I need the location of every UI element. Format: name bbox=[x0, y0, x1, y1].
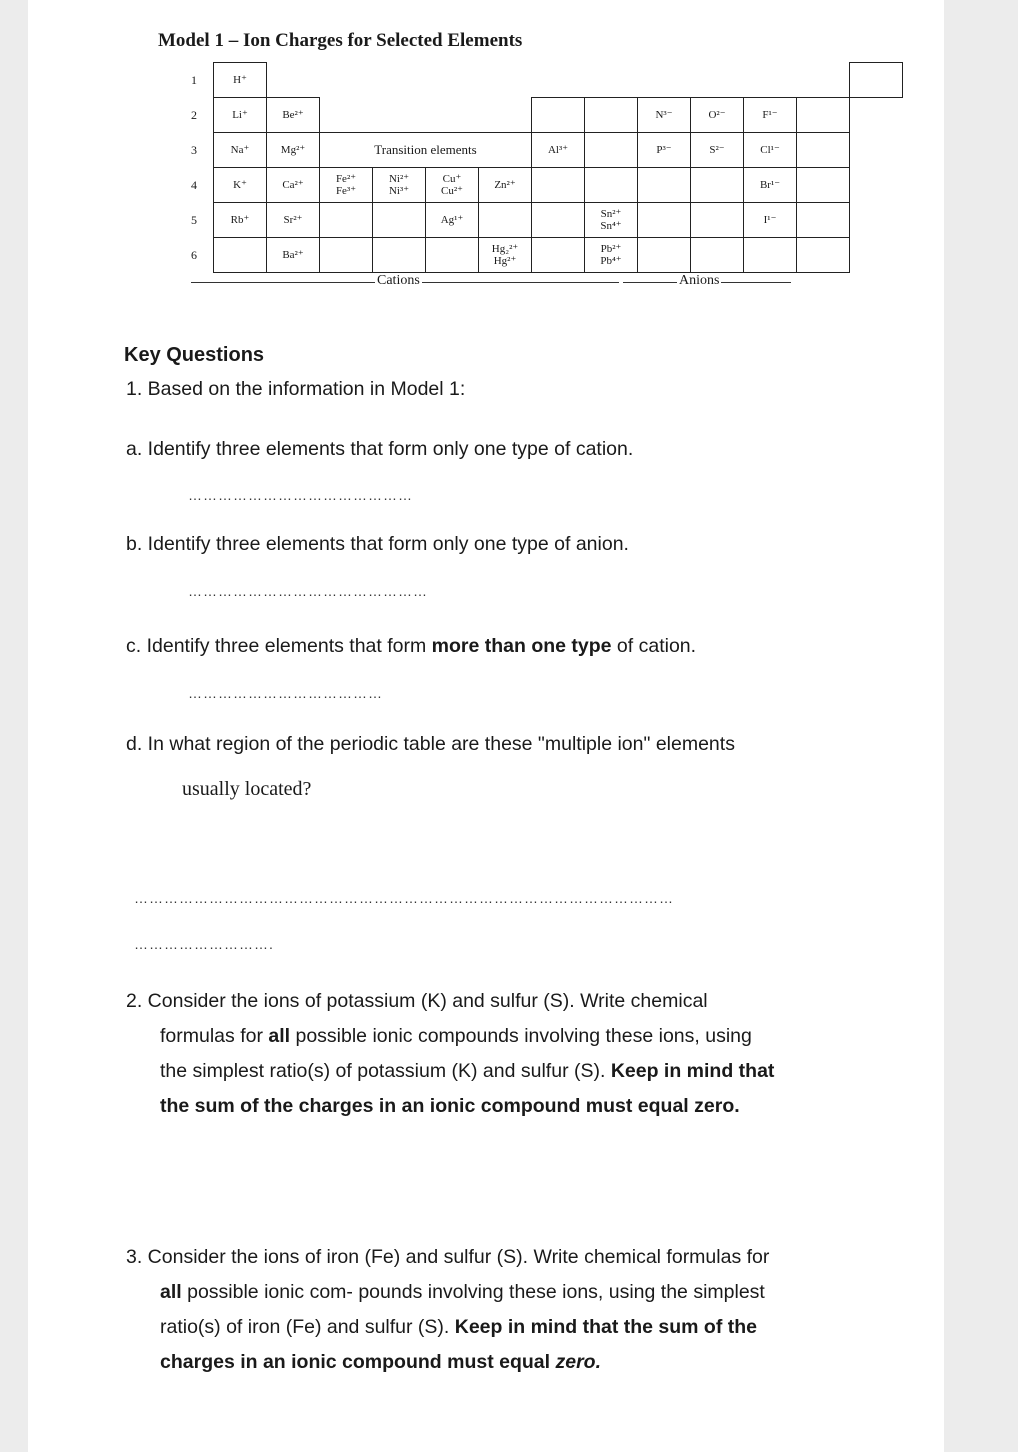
cell-group13-2 bbox=[532, 98, 585, 133]
cell-trans-5b bbox=[373, 203, 426, 238]
cell-group15-4 bbox=[638, 168, 691, 203]
cell-noble-gas-3 bbox=[797, 133, 850, 168]
cell-group16-5 bbox=[691, 203, 744, 238]
cu-ion-1: Cu⁺ bbox=[442, 173, 462, 185]
cell-ni bbox=[373, 168, 426, 203]
cations-label: Cations bbox=[377, 273, 420, 288]
cell-al: Al³⁺ bbox=[532, 133, 585, 168]
cell-p: P³⁻ bbox=[638, 133, 691, 168]
sn-ion-2: Sn⁴⁺ bbox=[600, 220, 622, 232]
answer-line-1d-2[interactable]: ………………………. bbox=[134, 936, 274, 952]
answer-line-1d-1[interactable]: ……………………………………………………………………………………………… bbox=[134, 890, 674, 906]
cell-cl: Cl¹⁻ bbox=[744, 133, 797, 168]
cell-group1-6 bbox=[214, 238, 267, 273]
answer-line-1c[interactable]: ………………………………… bbox=[188, 685, 383, 701]
cell-o: O²⁻ bbox=[691, 98, 744, 133]
question-2-line-1: 2. Consider the ions of potassium (K) and sulfur (S). Write chemical bbox=[126, 990, 708, 1012]
cell-h: H⁺ bbox=[214, 63, 267, 98]
cell-fe bbox=[320, 168, 373, 203]
question-2-line-2: formulas for all possible ionic compounds involving these ions, using bbox=[160, 1025, 752, 1047]
hg-ion-1: Hg₂²⁺ bbox=[491, 243, 519, 255]
question-1-intro: 1. Based on the information in Model 1: bbox=[126, 378, 466, 400]
hg-ion-2: Hg²⁺ bbox=[493, 255, 517, 267]
question-2 bbox=[126, 984, 774, 1124]
cell-hg bbox=[479, 238, 532, 273]
cations-anions-axis bbox=[191, 273, 801, 291]
cell-rb: Rb⁺ bbox=[214, 203, 267, 238]
question-3-line-3: ratio(s) of iron (Fe) and sulfur (S). Keep in mind that the sum of the bbox=[160, 1316, 758, 1338]
cell-pb bbox=[585, 238, 638, 273]
question-1c-bold: more than one type bbox=[431, 635, 612, 657]
cell-ca: Ca²⁺ bbox=[267, 168, 320, 203]
cell-noble-gas-4 bbox=[797, 168, 850, 203]
cell-i: I¹⁻ bbox=[744, 203, 797, 238]
sn-ion-1: Sn²⁺ bbox=[600, 208, 622, 220]
question-3-line-2: all possible ionic com- pounds involving these ions, using the simplest bbox=[160, 1281, 765, 1303]
worksheet-page bbox=[28, 0, 944, 1452]
cell-s: S²⁻ bbox=[691, 133, 744, 168]
cell-ag: Ag¹⁺ bbox=[426, 203, 479, 238]
pb-ion-1: Pb²⁺ bbox=[600, 243, 622, 255]
row-number: 2 bbox=[191, 108, 197, 122]
cell-group14-2 bbox=[585, 98, 638, 133]
cell-sn bbox=[585, 203, 638, 238]
cell-f: F¹⁻ bbox=[744, 98, 797, 133]
cell-group13-6 bbox=[532, 238, 585, 273]
cell-zn: Zn²⁺ bbox=[479, 168, 532, 203]
cell-trans-6b bbox=[373, 238, 426, 273]
cell-br: Br¹⁻ bbox=[744, 168, 797, 203]
cell-trans-6a bbox=[320, 238, 373, 273]
question-2-line-4: the sum of the charges in an ionic compound must equal zero. bbox=[160, 1095, 740, 1117]
cu-ion-2: Cu²⁺ bbox=[441, 185, 463, 197]
question-3 bbox=[126, 1240, 769, 1380]
cell-n: N³⁻ bbox=[638, 98, 691, 133]
row-number: 4 bbox=[191, 178, 197, 192]
ni-ion-2: Ni³⁺ bbox=[388, 185, 410, 197]
ni-ion-1: Ni²⁺ bbox=[388, 173, 410, 185]
question-1b: b. Identify three elements that form only one type of anion. bbox=[126, 533, 629, 555]
question-1c bbox=[126, 635, 696, 658]
cell-group14-4 bbox=[585, 168, 638, 203]
ion-charge-table bbox=[191, 62, 903, 273]
question-1c-end: of cation. bbox=[611, 635, 697, 657]
question-3-line-4: charges in an ionic compound must equal zero. bbox=[160, 1351, 601, 1373]
cell-ba: Ba²⁺ bbox=[267, 238, 320, 273]
cell-k: K⁺ bbox=[214, 168, 267, 203]
cell-trans-6c bbox=[426, 238, 479, 273]
cell-group17-6 bbox=[744, 238, 797, 273]
cell-mg: Mg²⁺ bbox=[267, 133, 320, 168]
cell-be: Be²⁺ bbox=[267, 98, 320, 133]
cell-na: Na⁺ bbox=[214, 133, 267, 168]
cell-group14-3 bbox=[585, 133, 638, 168]
pb-ion-2: Pb⁴⁺ bbox=[600, 255, 622, 267]
cell-noble-gas-5 bbox=[797, 203, 850, 238]
cell-group15-5 bbox=[638, 203, 691, 238]
fe-ion-1: Fe²⁺ bbox=[335, 173, 357, 185]
question-3-line-1: 3. Consider the ions of iron (Fe) and sulfur (S). Write chemical formulas for bbox=[126, 1246, 770, 1268]
row-number: 6 bbox=[191, 248, 197, 262]
cell-sr: Sr²⁺ bbox=[267, 203, 320, 238]
cell-trans-5a bbox=[320, 203, 373, 238]
model-title: Model 1 – Ion Charges for Selected Elements bbox=[158, 30, 523, 51]
cell-cu bbox=[426, 168, 479, 203]
answer-line-1a[interactable]: ……………………………………… bbox=[188, 487, 413, 503]
question-1c-text: c. Identify three elements that form bbox=[126, 635, 432, 657]
cell-group13-4 bbox=[532, 168, 585, 203]
row-number: 3 bbox=[191, 143, 197, 157]
transition-elements-label: Transition elements bbox=[320, 133, 532, 168]
anions-label: Anions bbox=[679, 273, 720, 288]
answer-line-1b[interactable]: ………………………………………… bbox=[188, 583, 428, 599]
cell-group16-6 bbox=[691, 238, 744, 273]
cell-group13-5 bbox=[532, 203, 585, 238]
question-1d-line-2: usually located? bbox=[182, 778, 312, 800]
row-number: 1 bbox=[191, 73, 197, 87]
key-questions-heading: Key Questions bbox=[124, 344, 265, 366]
question-1a: a. Identify three elements that form only one type of cation. bbox=[126, 438, 634, 460]
cell-group16-4 bbox=[691, 168, 744, 203]
question-1d-line-1: d. In what region of the periodic table are these "multiple ion" elements bbox=[126, 733, 735, 755]
cell-noble-gas-1 bbox=[850, 63, 903, 98]
cell-trans-5d bbox=[479, 203, 532, 238]
row-number: 5 bbox=[191, 213, 197, 227]
cell-group15-6 bbox=[638, 238, 691, 273]
cell-noble-gas-6 bbox=[797, 238, 850, 273]
question-2-line-3: the simplest ratio(s) of potassium (K) and sulfur (S). Keep in mind that bbox=[160, 1060, 775, 1082]
cell-noble-gas-2 bbox=[797, 98, 850, 133]
fe-ion-2: Fe³⁺ bbox=[335, 185, 357, 197]
cell-li: Li⁺ bbox=[214, 98, 267, 133]
